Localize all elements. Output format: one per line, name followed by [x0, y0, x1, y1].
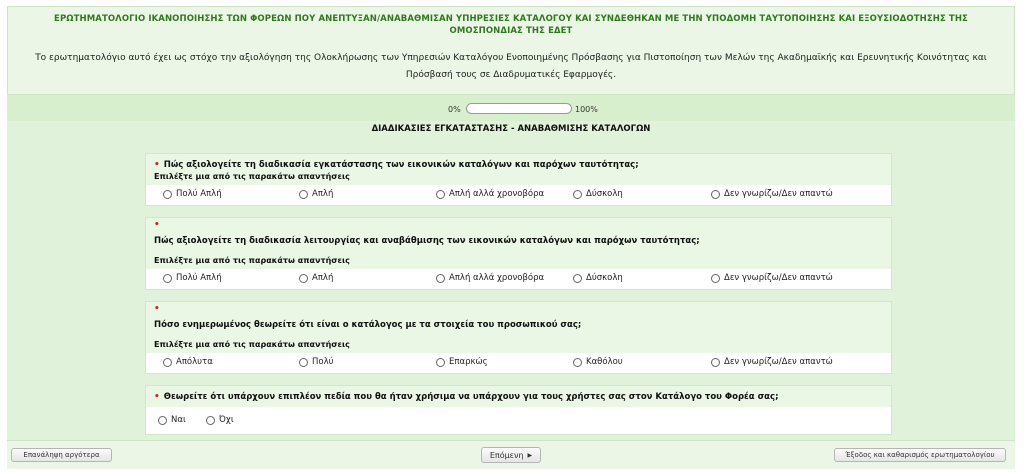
radio-button[interactable] — [206, 416, 215, 425]
radio-button[interactable] — [158, 416, 167, 425]
option-label: Απλή — [312, 273, 334, 283]
question-3-required — [154, 304, 164, 314]
progress-end-label: 100% — [575, 105, 598, 114]
option-simple[interactable] — [299, 273, 333, 283]
radio-button[interactable] — [573, 274, 582, 283]
question-4-answers — [146, 407, 891, 434]
option-label: Δεν γνωρίζω/Δεν απαντώ — [724, 357, 833, 367]
radio-button[interactable] — [299, 190, 308, 199]
survey-header — [7, 6, 1015, 95]
option-label: Πολύ — [312, 357, 334, 367]
next-button-label: Επόμενη — [489, 450, 524, 460]
radio-button[interactable] — [573, 190, 582, 199]
survey-footer — [7, 440, 1015, 469]
radio-button[interactable] — [711, 274, 720, 283]
question-2-required — [154, 220, 164, 230]
question-4 — [145, 385, 892, 435]
radio-button[interactable] — [573, 358, 582, 367]
option-very-simple[interactable] — [163, 273, 222, 283]
option-very[interactable] — [299, 357, 334, 367]
question-1-answers — [146, 185, 891, 205]
exit-clear-button[interactable]: Έξοδος και καθαρισμός ερωτηματολογίου — [834, 448, 1006, 462]
question-section — [7, 121, 1015, 440]
question-1 — [145, 153, 892, 206]
option-dont-know[interactable] — [711, 357, 833, 367]
option-adequately[interactable] — [436, 357, 488, 367]
option-label: Καθόλου — [586, 357, 623, 367]
radio-button[interactable] — [436, 274, 445, 283]
option-label: Απλή — [312, 189, 334, 199]
radio-button[interactable] — [711, 190, 720, 199]
required-marker: • — [154, 304, 160, 314]
survey-description: Το ερωτηματολόγιο αυτό έχει ως στόχο την αξιολόγηση της Ολοκλήρωσης των Υπηρεσιών Καταλόγου Ενοποιημένης Πρόσβασης για Πιστοποίηση των Μελών της Ακαδημαϊκής και Ερευνητικής Κοινότητας και Πρόσβασή τους σε Διαδρυματικές Εφαρμογές. — [35, 53, 987, 80]
next-button[interactable] — [481, 447, 541, 463]
question-2-text: Πώς αξιολογείτε τη διαδικασία λειτουργίας και αναβάθμισης των εικονικών καταλόγων και παρόχων ταυτότητας; — [154, 236, 700, 246]
option-label: Επαρκώς — [449, 357, 488, 367]
option-label: Δεν γνωρίζω/Δεν απαντώ — [724, 273, 833, 283]
question-3 — [145, 301, 892, 374]
option-label: Δύσκολη — [586, 273, 623, 283]
option-simple-time-consuming[interactable] — [436, 273, 544, 283]
option-label: Πολύ Απλή — [176, 273, 222, 283]
question-3-answers — [146, 353, 891, 373]
question-4-text — [154, 392, 778, 402]
option-very-simple[interactable] — [163, 189, 222, 199]
radio-button[interactable] — [163, 190, 172, 199]
option-no[interactable] — [206, 415, 234, 425]
progress-area — [7, 95, 1015, 121]
question-2-answers — [146, 269, 891, 289]
radio-button[interactable] — [163, 358, 172, 367]
radio-button[interactable] — [436, 190, 445, 199]
option-label: Απλή αλλά χρονοβόρα — [449, 273, 545, 283]
option-absolutely[interactable] — [163, 357, 213, 367]
option-label: Απλή αλλά χρονοβόρα — [449, 189, 545, 199]
radio-button[interactable] — [436, 358, 445, 367]
progress-start-label: 0% — [448, 105, 461, 114]
option-yes[interactable] — [158, 415, 186, 425]
progress-bar — [466, 103, 572, 114]
arrow-right-icon: ▶ — [527, 451, 533, 459]
radio-button[interactable] — [299, 358, 308, 367]
option-difficult[interactable] — [573, 273, 623, 283]
option-label: Όχι — [219, 415, 234, 425]
option-label: Δύσκολη — [586, 189, 623, 199]
required-marker: • — [154, 160, 160, 170]
question-label: Θεωρείτε ότι υπάρχουν επιπλέον πεδία που θα ήταν χρήσιμα να υπάρχουν για τους χρήστες σας στον Κατάλογο του Φορέα σας; — [163, 392, 779, 402]
question-3-text: Πόσο ενημερωμένος θεωρείτε ότι είναι ο κατάλογος με τα στοιχεία του προσωπικού σας; — [154, 320, 582, 330]
question-2 — [145, 217, 892, 290]
option-simple-time-consuming[interactable] — [436, 189, 544, 199]
option-difficult[interactable] — [573, 189, 623, 199]
option-simple[interactable] — [299, 189, 333, 199]
option-not-at-all[interactable] — [573, 357, 623, 367]
question-1-text — [154, 160, 639, 170]
section-title: ΔΙΑΔΙΚΑΣΙΕΣ ΕΓΚΑΤΑΣΤΑΣΗΣ - ΑΝΑΒΑΘΜΙΣΗΣ ΚΑΤΑΛΟΓΩΝ — [371, 124, 651, 134]
option-dont-know[interactable] — [711, 273, 833, 283]
radio-button[interactable] — [299, 274, 308, 283]
question-3-hint: Επιλέξτε μια από τις παρακάτω απαντήσεις — [154, 340, 350, 349]
option-label: Ναι — [171, 415, 186, 425]
question-2-hint: Επιλέξτε μια από τις παρακάτω απαντήσεις — [154, 256, 350, 265]
radio-button[interactable] — [163, 274, 172, 283]
required-marker: • — [154, 220, 160, 230]
question-label: Πώς αξιολογείτε τη διαδικασία εγκατάστασης των εικονικών καταλόγων και παρόχων ταυτότητας; — [163, 160, 639, 170]
survey-title: ΕΡΩΤΗΜΑΤΟΛΟΓΙΟ ΙΚΑΝΟΠΟΙΗΣΗΣ ΤΩΝ ΦΟΡΕΩΝ ΠΟΥ ΑΝΕΠΤΥΞΑΝ/ΑΝΑΒΑΘΜΙΣΑΝ ΥΠΗΡΕΣΙΕΣ ΚΑΤΑΛΟΓΟΥ ΚΑΙ ΣΥΝΔΕΘΗΚΑΝ ΜΕ ΤΗΝ ΥΠΟΔΟΜΗ ΤΑΥΤΟΠΟΙΗΣΗΣ ΚΑΙ ΕΞΟΥΣΙΟΔΟΤΗΣΗΣ ΤΗΣ ΟΜΟΣΠΟΝΔΙΑΣ ΤΗΣ ΕΔΕΤ — [54, 14, 968, 36]
option-dont-know[interactable] — [711, 189, 833, 199]
required-marker: • — [154, 392, 160, 402]
resume-later-button[interactable]: Επανάληψη αργότερα — [11, 448, 112, 462]
option-label: Δεν γνωρίζω/Δεν απαντώ — [724, 189, 833, 199]
question-1-hint: Επιλέξτε μια από τις παρακάτω απαντήσεις — [154, 172, 350, 181]
option-label: Πολύ Απλή — [176, 189, 222, 199]
radio-button[interactable] — [711, 358, 720, 367]
option-label: Απόλυτα — [176, 357, 213, 367]
